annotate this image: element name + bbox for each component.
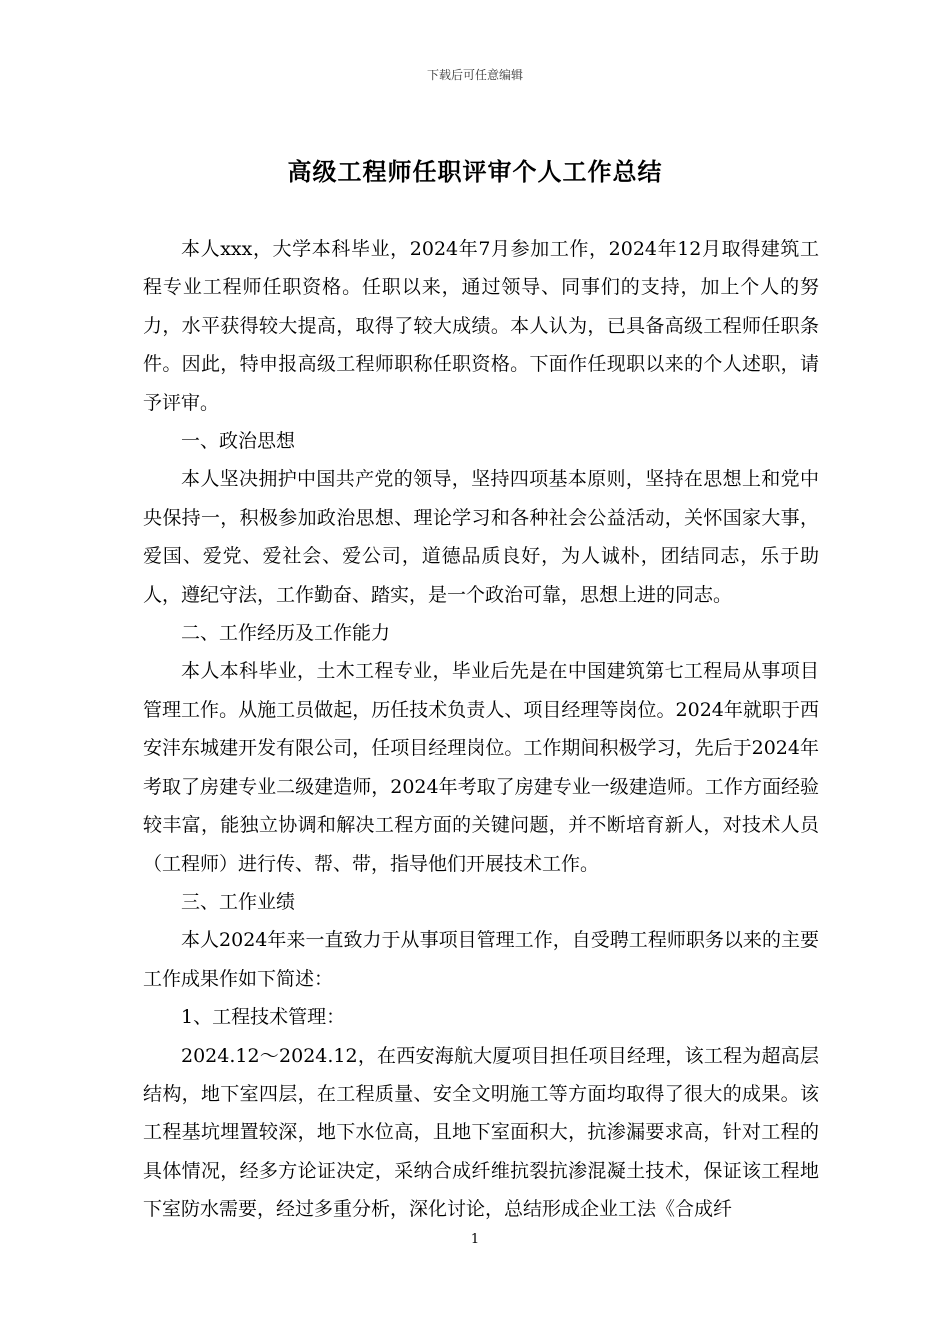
document-title: 高级工程师任职评审个人工作总结 bbox=[287, 157, 663, 186]
page-header: 下载后可任意编辑 bbox=[426, 68, 523, 82]
document-body bbox=[143, 230, 819, 1229]
section-heading-politics: 一、政治思想 bbox=[181, 430, 296, 453]
paragraph-experience: 本人本科毕业，土木工程专业，毕业后先是在中国建筑第七工程局从事项目管理工作。从施工员做起，历任技术负责人、项目经理等岗位。2024年就职于西安沣东城建开发有限公司，任项目经理岗位。工作期间积极学习，先后于2024年考取了房建专业二级建造师，2024年考取了房建专业一级建造师。工作方面经验较丰富，能独立协调和解决工程方面的关键问题，并不断培育新人，对技术人员（工程师）进行传、帮、带，指导他们开展技术工作。 bbox=[143, 660, 819, 875]
paragraph-achievements: 本人2024年来一直致力于从事项目管理工作，自受聘工程师职务以来的主要工作成果作如下简述： bbox=[143, 929, 819, 990]
section-heading-achievements: 三、工作业绩 bbox=[181, 890, 296, 913]
paragraph-politics: 本人坚决拥护中国共产党的领导，坚持四项基本原则，坚持在思想上和党中央保持一，积极参加政治思想、理论学习和各种社会公益活动，关怀国家大事，爱国、爱党、爱社会、爱公司，道德品质良好，为人诚朴，团结同志，乐于助人，遵纪守法，工作勤奋、踏实，是一个政治可靠，思想上进的同志。 bbox=[143, 468, 819, 606]
section-heading-experience: 二、工作经历及工作能力 bbox=[181, 622, 391, 645]
subheading-tech-management: 1、工程技术管理： bbox=[181, 1006, 346, 1029]
paragraph-tech-management: 2024.12～2024.12，在西安海航大厦项目担任项目经理，该工程为超高层结构，地下室四层，在工程质量、安全文明施工等方面均取得了很大的成果。该工程基坑埋置较深，地下水位高，且地下室面积大，抗渗漏要求高，针对工程的具体情况，经多方论证决定，采纳合成纤维抗裂抗渗混凝土技术，保证该工程地下室防水需要，经过多重分析，深化讨论，总结形成企业工法《合成纤 bbox=[143, 1044, 819, 1221]
page-number: 1 bbox=[470, 1232, 480, 1247]
paragraph-intro: 本人xxx，大学本科毕业，2024年7月参加工作，2024年12月取得建筑工程专业工程师任职资格。任职以来，通过领导、同事们的支持，加上个人的努力，水平获得较大提高，取得了较大成绩。本人认为，已具备高级工程师任职条件。因此，特申报高级工程师职称任职资格。下面作任现职以来的个人述职，请予评审。 bbox=[143, 238, 819, 414]
